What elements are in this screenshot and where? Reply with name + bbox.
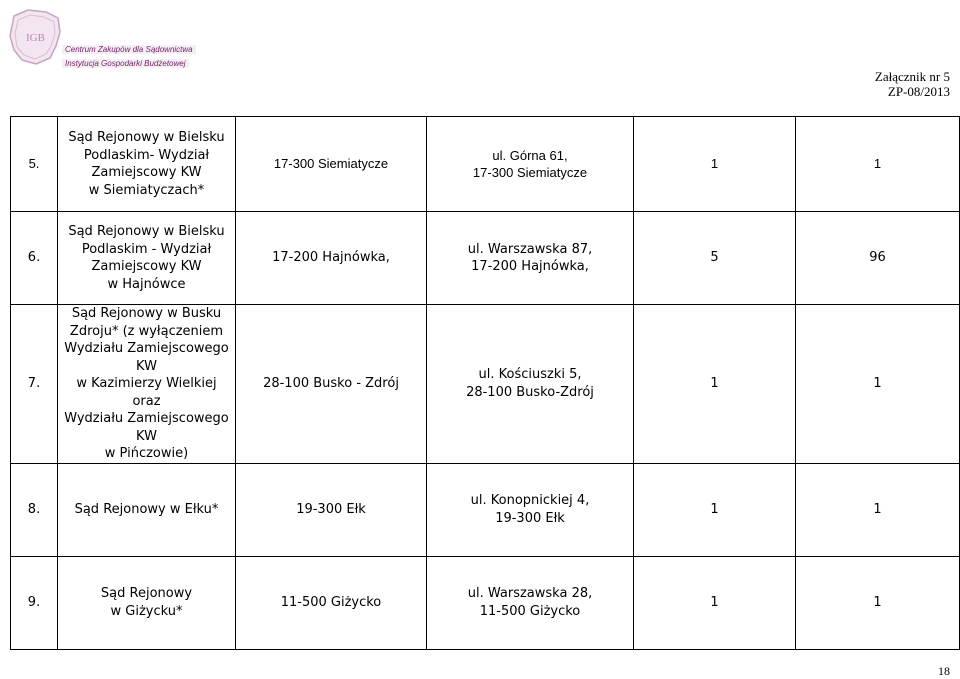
row-number: 7. xyxy=(11,305,58,464)
row-number: 8. xyxy=(11,463,58,556)
quantity-a: 1 xyxy=(634,117,796,212)
court-name: Sąd Rejonowy w Bielsku Podlaskim - Wydział Zamiejscowy KW w Hajnówce xyxy=(58,212,236,305)
quantity-b: 1 xyxy=(796,117,960,212)
court-name: Sąd Rejonowy w Ełku* xyxy=(58,463,236,556)
table-row xyxy=(11,463,960,556)
table-row xyxy=(11,556,960,649)
quantity-a: 1 xyxy=(634,463,796,556)
court-name: Sąd Rejonowy w Busku Zdroju* (z wyłączeniem Wydziału Zamiejscowego KW w Kazimierzy Wielkiej oraz Wydziału Zamiejscowego KW w Pińczowie) xyxy=(58,305,236,464)
annex-label: Załącznik nr 5 xyxy=(874,69,950,84)
street-address: ul. Warszawska 28, 11-500 Giżycko xyxy=(427,556,634,649)
page-number: 18 xyxy=(938,664,950,678)
row-number: 9. xyxy=(11,556,58,649)
quantity-a: 1 xyxy=(634,556,796,649)
postal-city: 17-200 Hajnówka, xyxy=(236,212,427,305)
logo-mark-text: IGB xyxy=(26,32,45,44)
table-row xyxy=(11,117,960,212)
reference-number: ZP-08/2013 xyxy=(887,84,950,99)
street-address: ul. Warszawska 87, 17-200 Hajnówka, xyxy=(427,212,634,305)
row-number: 6. xyxy=(11,212,58,305)
quantity-b: 1 xyxy=(796,556,960,649)
court-name: Sąd Rejonowy w Bielsku Podlaskim- Wydział Zamiejscowy KW w Siemiatyczach* xyxy=(58,117,236,212)
postal-city: 28-100 Busko - Zdrój xyxy=(236,305,427,464)
quantity-a: 1 xyxy=(634,305,796,464)
postal-city: 11-500 Giżycko xyxy=(236,556,427,649)
logo-line2: Instytucja Gospodarki Budżetowej xyxy=(62,59,189,68)
table-row xyxy=(11,305,960,464)
quantity-b: 96 xyxy=(796,212,960,305)
quantity-b: 1 xyxy=(796,463,960,556)
logo-line1: Centrum Zakupów dla Sądownictwa xyxy=(62,45,196,54)
street-address: ul. Górna 61, 17-300 Siemiatycze xyxy=(427,117,634,212)
quantity-a: 5 xyxy=(634,212,796,305)
document-header xyxy=(875,69,950,99)
postal-city: 17-300 Siemiatycze xyxy=(236,117,427,212)
quantity-b: 1 xyxy=(796,305,960,464)
table-row xyxy=(11,212,960,305)
postal-city: 19-300 Ełk xyxy=(236,463,427,556)
street-address: ul. Konopnickiej 4, 19-300 Ełk xyxy=(427,463,634,556)
courts-table-body xyxy=(11,117,960,650)
row-number: 5. xyxy=(11,117,58,212)
street-address: ul. Kościuszki 5, 28-100 Busko-Zdrój xyxy=(427,305,634,464)
court-name: Sąd Rejonowy w Giżycku* xyxy=(58,556,236,649)
courts-table xyxy=(10,116,960,650)
logo xyxy=(6,6,193,72)
